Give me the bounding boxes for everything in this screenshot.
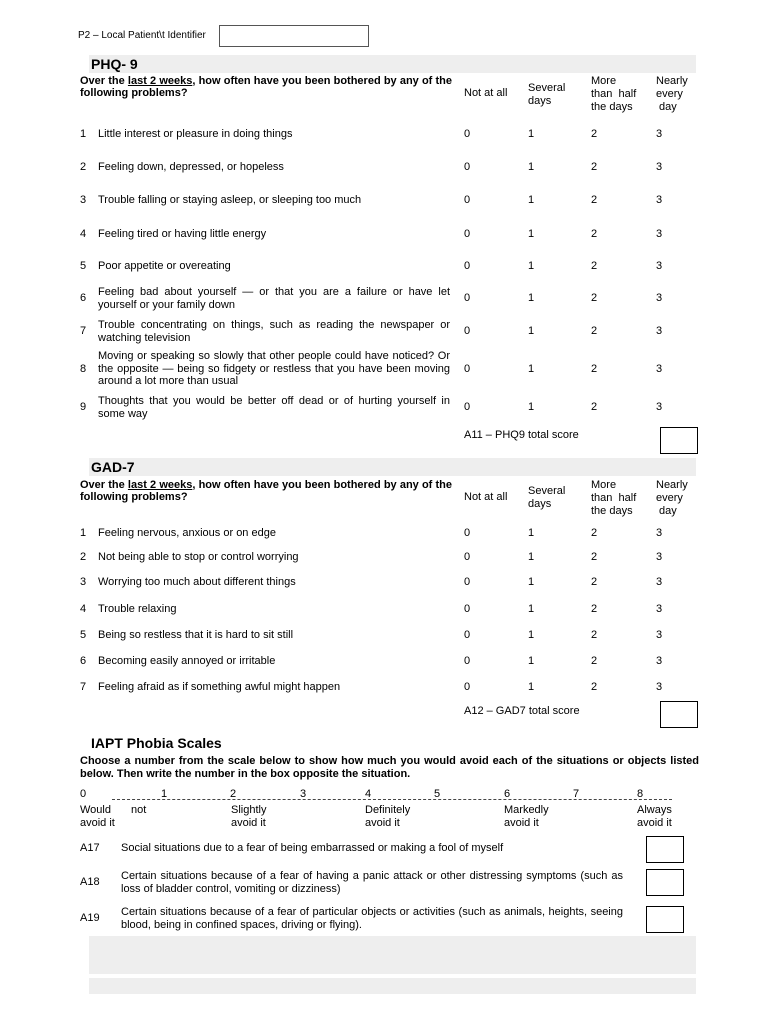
item-number: 9: [80, 401, 87, 413]
score-option[interactable]: 3: [656, 603, 663, 615]
score-option[interactable]: 1: [528, 551, 535, 563]
item-text: Poor appetite or overeating: [98, 260, 231, 272]
item-number: 3: [80, 194, 87, 206]
score-option[interactable]: 1: [528, 603, 535, 615]
score-option[interactable]: 2: [591, 401, 598, 413]
score-option[interactable]: 0: [464, 161, 471, 173]
scale-number: 4: [365, 788, 372, 800]
gad7-col-several-days: Several days: [528, 485, 566, 510]
score-option[interactable]: 3: [656, 325, 663, 337]
score-option[interactable]: 2: [591, 363, 598, 375]
score-option[interactable]: 2: [591, 603, 598, 615]
phobia-intro: Choose a number from the scale below to show how much you would avoid each of the situations or objects listed below. Then write the number in the box opposite the situation.: [80, 755, 699, 780]
score-option[interactable]: 3: [656, 363, 663, 375]
score-option[interactable]: 1: [528, 194, 535, 206]
phq9-title-band: [89, 55, 696, 73]
score-option[interactable]: 2: [591, 260, 598, 272]
score-option[interactable]: 1: [528, 260, 535, 272]
footer-band-1: [89, 936, 696, 974]
item-text: Feeling afraid as if something awful might happen: [98, 681, 341, 693]
item-number: 4: [80, 603, 87, 615]
item-text: Not being able to stop or control worrying: [98, 551, 299, 563]
score-option[interactable]: 2: [591, 194, 598, 206]
gad7-title-band: [89, 458, 696, 476]
score-option[interactable]: 2: [591, 128, 598, 140]
item-number: 1: [80, 527, 87, 539]
item-code: A18: [80, 876, 100, 888]
item-number: 7: [80, 681, 87, 693]
item-text: Feeling nervous, anxious or on edge: [98, 527, 276, 539]
item-text: Social situations due to a fear of being embarrassed or making a fool of myself: [121, 842, 504, 854]
item-number: 5: [80, 629, 87, 641]
score-option[interactable]: 1: [528, 161, 535, 173]
score-option[interactable]: 0: [464, 292, 471, 304]
scale-number: 7: [573, 788, 580, 800]
gad7-total-label: A12 – GAD7 total score: [464, 705, 580, 717]
scale-label: not: [131, 804, 147, 816]
item-number: 2: [80, 551, 87, 563]
item-number: 1: [80, 128, 87, 140]
item-text: Worrying too much about different things: [98, 576, 296, 588]
scale-number: 0: [80, 788, 87, 800]
scale-number: 6: [504, 788, 511, 800]
score-option[interactable]: 1: [528, 325, 535, 337]
score-option[interactable]: 3: [656, 629, 663, 641]
phq9-question-intro: Over the last 2 weeks, how often have you been bothered by any of the following problems?: [80, 75, 453, 99]
item-code: A17: [80, 842, 100, 854]
score-option[interactable]: 1: [528, 228, 535, 240]
item-text: Trouble relaxing: [98, 603, 177, 615]
score-option[interactable]: 3: [656, 527, 663, 539]
phq9-col-more-than-half: More than half the days: [591, 75, 637, 113]
score-option[interactable]: 1: [528, 527, 535, 539]
score-option[interactable]: 3: [656, 260, 663, 272]
phobia-title: IAPT Phobia Scales: [91, 735, 222, 751]
scale-number: 2: [230, 788, 237, 800]
phq9-title: PHQ- 9: [91, 56, 138, 72]
score-option[interactable]: 2: [591, 527, 598, 539]
gad7-intro-emphasis: last 2 weeks: [127, 479, 193, 491]
patient-id-label: P2 – Local Patient\t Identifier: [78, 30, 206, 41]
gad7-col-nearly-every-day: Nearly every day: [656, 479, 688, 517]
score-option[interactable]: 0: [464, 401, 471, 413]
item-text: Feeling bad about yourself — or that you are a failure or have let yourself or your family down: [98, 286, 450, 311]
item-text: Being so restless that it is hard to sit still: [98, 629, 294, 641]
score-option[interactable]: 2: [591, 629, 598, 641]
item-text: Certain situations because of a fear of particular objects or activities (such as animals, heights, seeing blood, being in confined spaces, driving or flying).: [121, 906, 623, 931]
scale-label: Always avoid it: [637, 804, 672, 829]
score-option[interactable]: 3: [656, 681, 663, 693]
scale-number: 8: [637, 788, 644, 800]
score-option[interactable]: 0: [464, 527, 471, 539]
score-option[interactable]: 3: [656, 655, 663, 667]
score-option[interactable]: 0: [464, 576, 471, 588]
score-option[interactable]: 0: [464, 363, 471, 375]
item-number: 3: [80, 576, 87, 588]
item-text: Thoughts that you would be better off dead or of hurting yourself in some way: [98, 395, 450, 420]
scale-label: Slightly avoid it: [231, 804, 267, 829]
score-option[interactable]: 1: [528, 292, 535, 304]
gad7-total-input[interactable]: [660, 701, 698, 728]
phq9-total-label: A11 – PHQ9 total score: [464, 429, 579, 441]
score-option[interactable]: 0: [464, 551, 471, 563]
footer-band-2: [89, 978, 696, 994]
score-option[interactable]: 2: [591, 228, 598, 240]
score-option[interactable]: 3: [656, 292, 663, 304]
score-option[interactable]: 2: [591, 681, 598, 693]
item-number: 8: [80, 363, 87, 375]
score-option[interactable]: 1: [528, 576, 535, 588]
score-option[interactable]: 1: [528, 128, 535, 140]
scale-number: 1: [161, 788, 168, 800]
score-option[interactable]: 0: [464, 655, 471, 667]
score-option[interactable]: 3: [656, 576, 663, 588]
item-code: A19: [80, 912, 100, 924]
score-option[interactable]: 2: [591, 325, 598, 337]
phq9-col-not-at-all: Not at all: [464, 87, 508, 99]
phq9-intro-emphasis: last 2 weeks: [127, 75, 193, 87]
item-number: 5: [80, 260, 87, 272]
item-text: Feeling tired or having little energy: [98, 228, 267, 240]
score-option[interactable]: 0: [464, 228, 471, 240]
phq9-total-input[interactable]: [660, 427, 698, 454]
gad7-col-more-than-half: More than half the days: [591, 479, 637, 517]
score-option[interactable]: 2: [591, 576, 598, 588]
answer-box[interactable]: [646, 906, 684, 933]
score-option[interactable]: 3: [656, 551, 663, 563]
scale-number: 5: [434, 788, 441, 800]
phq9-col-nearly-every-day: Nearly every day: [656, 75, 688, 113]
score-option[interactable]: 1: [528, 681, 535, 693]
score-option[interactable]: 0: [464, 128, 471, 140]
score-option[interactable]: 0: [464, 325, 471, 337]
patient-id-input[interactable]: [219, 25, 369, 47]
score-option[interactable]: 2: [591, 655, 598, 667]
gad7-col-not-at-all: Not at all: [464, 491, 508, 503]
score-option[interactable]: 2: [591, 551, 598, 563]
score-option[interactable]: 1: [528, 655, 535, 667]
scale-number: 3: [300, 788, 307, 800]
item-number: 6: [80, 655, 87, 667]
item-text: Feeling down, depressed, or hopeless: [98, 161, 284, 173]
item-number: 7: [80, 325, 87, 337]
item-number: 2: [80, 161, 87, 173]
score-option[interactable]: 0: [464, 603, 471, 615]
score-option[interactable]: 3: [656, 401, 663, 413]
answer-box[interactable]: [646, 836, 684, 863]
phq9-col-several-days: Several days: [528, 82, 566, 107]
score-option[interactable]: 2: [591, 292, 598, 304]
scale-label: Definitely avoid it: [365, 804, 411, 829]
score-option[interactable]: 3: [656, 128, 663, 140]
score-option[interactable]: 2: [591, 161, 598, 173]
scale-label: Markedly avoid it: [504, 804, 549, 829]
item-text: Trouble falling or staying asleep, or sleeping too much: [98, 194, 362, 206]
score-option[interactable]: 0: [464, 629, 471, 641]
score-option[interactable]: 1: [528, 363, 535, 375]
scale-label: Would avoid it: [80, 804, 115, 829]
gad7-question-intro: Over the last 2 weeks, how often have you been bothered by any of the following problems?: [80, 479, 453, 503]
score-option[interactable]: 1: [528, 401, 535, 413]
gad7-title: GAD-7: [91, 459, 135, 475]
score-option[interactable]: 3: [656, 228, 663, 240]
item-text: Certain situations because of a fear of having a panic attack or other distressing symptoms (such as loss of bladder control, vomiting or dizziness): [121, 870, 623, 895]
answer-box[interactable]: [646, 869, 684, 896]
phobia-scale-line: [112, 799, 672, 800]
item-text: Little interest or pleasure in doing things: [98, 128, 293, 140]
score-option[interactable]: 3: [656, 194, 663, 206]
item-text: Trouble concentrating on things, such as reading the newspaper or watching television: [98, 319, 450, 344]
item-text: Moving or speaking so slowly that other people could have noticed? Or the opposite — being so fidgety or restless that you have been moving around a lot more than usual: [98, 350, 450, 387]
item-number: 6: [80, 292, 87, 304]
score-option[interactable]: 0: [464, 681, 471, 693]
score-option[interactable]: 1: [528, 629, 535, 641]
score-option[interactable]: 0: [464, 194, 471, 206]
score-option[interactable]: 3: [656, 161, 663, 173]
item-text: Becoming easily annoyed or irritable: [98, 655, 276, 667]
score-option[interactable]: 0: [464, 260, 471, 272]
item-number: 4: [80, 228, 87, 240]
